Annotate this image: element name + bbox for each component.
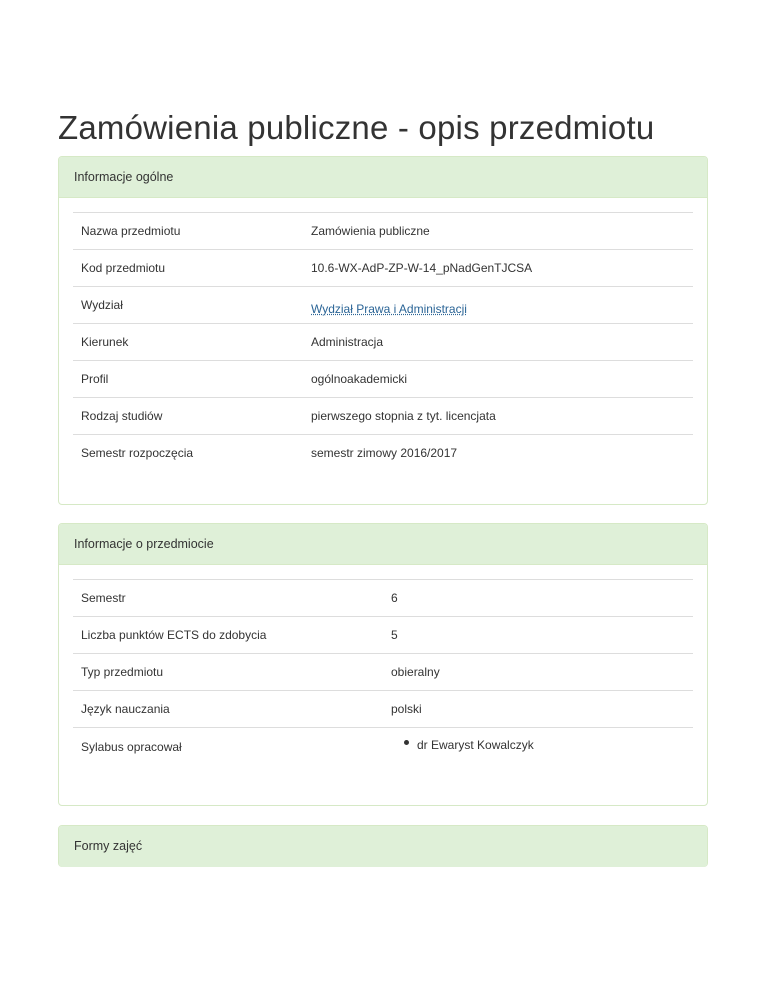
subject-info-heading: Informacje o przedmiocie xyxy=(59,524,707,565)
row-label: Kod przedmiotu xyxy=(73,250,303,287)
table-row xyxy=(73,580,693,617)
row-label: Liczba punktów ECTS do zdobycia xyxy=(73,617,383,654)
row-label: Rodzaj studiów xyxy=(73,398,303,435)
row-value: 5 xyxy=(383,617,693,654)
table-row xyxy=(73,654,693,691)
row-value: pierwszego stopnia z tyt. licencjata xyxy=(303,398,693,435)
row-value: Administracja xyxy=(303,324,693,361)
table-row xyxy=(73,398,693,435)
row-label: Semestr rozpoczęcia xyxy=(73,435,303,472)
general-info-panel xyxy=(58,156,708,505)
general-info-heading: Informacje ogólne xyxy=(59,157,707,198)
table-row xyxy=(73,361,693,398)
row-value: obieralny xyxy=(383,654,693,691)
row-value: 10.6-WX-AdP-ZP-W-14_pNadGenTJCSA xyxy=(303,250,693,287)
table-row xyxy=(73,728,693,783)
row-value-cell xyxy=(383,728,693,783)
row-label: Język nauczania xyxy=(73,691,383,728)
row-label: Wydział xyxy=(73,287,303,324)
row-value: 6 xyxy=(383,580,693,617)
row-label: Profil xyxy=(73,361,303,398)
class-forms-panel xyxy=(58,825,708,867)
table-row xyxy=(73,435,693,472)
subject-info-table xyxy=(73,579,693,782)
table-row xyxy=(73,287,693,324)
authors-list xyxy=(391,732,685,752)
table-row xyxy=(73,324,693,361)
row-value: polski xyxy=(383,691,693,728)
list-item: dr Ewaryst Kowalczyk xyxy=(417,732,685,752)
row-value: semestr zimowy 2016/2017 xyxy=(303,435,693,472)
row-label: Semestr xyxy=(73,580,383,617)
table-row xyxy=(73,691,693,728)
table-row xyxy=(73,213,693,250)
subject-info-panel xyxy=(58,523,708,806)
page-title: Zamówienia publiczne - opis przedmiotu xyxy=(58,109,655,146)
class-forms-heading: Formy zajęć xyxy=(59,826,707,867)
row-label: Typ przedmiotu xyxy=(73,654,383,691)
table-row xyxy=(73,250,693,287)
row-label: Nazwa przedmiotu xyxy=(73,213,303,250)
row-value: ogólnoakademicki xyxy=(303,361,693,398)
general-info-table xyxy=(73,212,693,471)
faculty-link[interactable]: Wydział Prawa i Administracji xyxy=(311,302,467,316)
row-label: Kierunek xyxy=(73,324,303,361)
row-value: Zamówienia publiczne xyxy=(303,213,693,250)
row-value-cell xyxy=(303,287,693,324)
row-label: Sylabus opracował xyxy=(73,728,383,783)
table-row xyxy=(73,617,693,654)
